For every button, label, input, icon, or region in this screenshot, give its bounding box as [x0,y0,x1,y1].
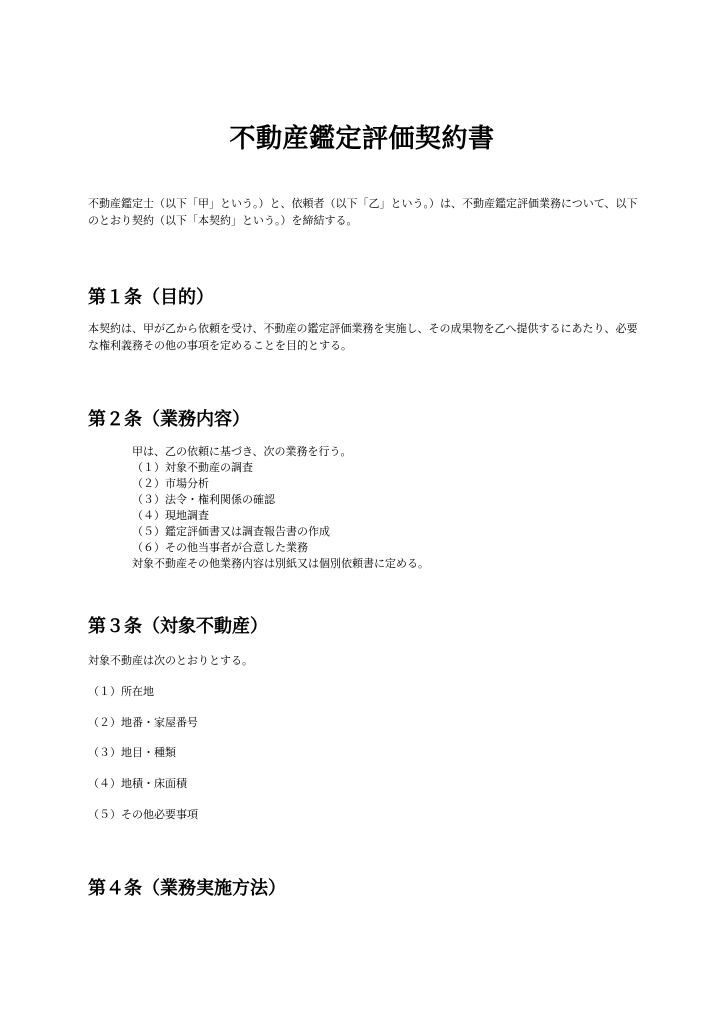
article-3-heading: 第３条（対象不動産） [88,616,268,637]
article-2-line: （２）市場分析 [132,477,209,490]
article-2-line: （５）鑑定評価書又は調査報告書の作成 [132,525,330,538]
article-2-line: （６）その他当事者が合意した業務 [132,541,308,554]
document-title: 不動産鑑定評価契約書 [229,124,495,154]
article-4-heading: 第４条（業務実施方法） [88,878,286,899]
article-1-body: 本契約は、甲が乙から依頼を受け、不動産の鑑定評価業務を実施し、その成果物を乙へ提供するにあたり、必要な権利義務その他の事項を定めることを目的とする。 [88,322,638,352]
article-2-line: （３）法令・権利関係の確認 [132,493,275,506]
article-2-line: 対象不動産その他業務内容は別紙又は個別依頼書に定める。 [132,557,429,570]
article-3-item: （３）地目・種類 [88,746,176,759]
article-3-item: （２）地番・家屋番号 [88,716,198,729]
article-2-list [132,444,429,572]
article-2-line: 甲は、乙の依頼に基づき、次の業務を行う。 [132,445,352,458]
article-3-intro: 対象不動産は次のとおりとする。 [88,654,253,667]
article-3-item: （１）所在地 [88,685,154,698]
article-2-heading: 第２条（業務内容） [88,409,250,430]
preamble-paragraph: 不動産鑑定士（以下「甲」という。）と、依頼者（以下「乙」という。）は、不動産鑑定評価業務について、以下のとおり契約（以下「本契約」という。）を締結する。 [88,197,638,227]
article-1-heading: 第１条（目的） [88,287,214,308]
article-2-line: （４）現地調査 [132,509,209,522]
article-2-line: （１）対象不動産の調査 [132,461,253,474]
article-3-item: （４）地積・床面積 [88,777,187,790]
article-3-item: （５）その他必要事項 [88,808,198,821]
